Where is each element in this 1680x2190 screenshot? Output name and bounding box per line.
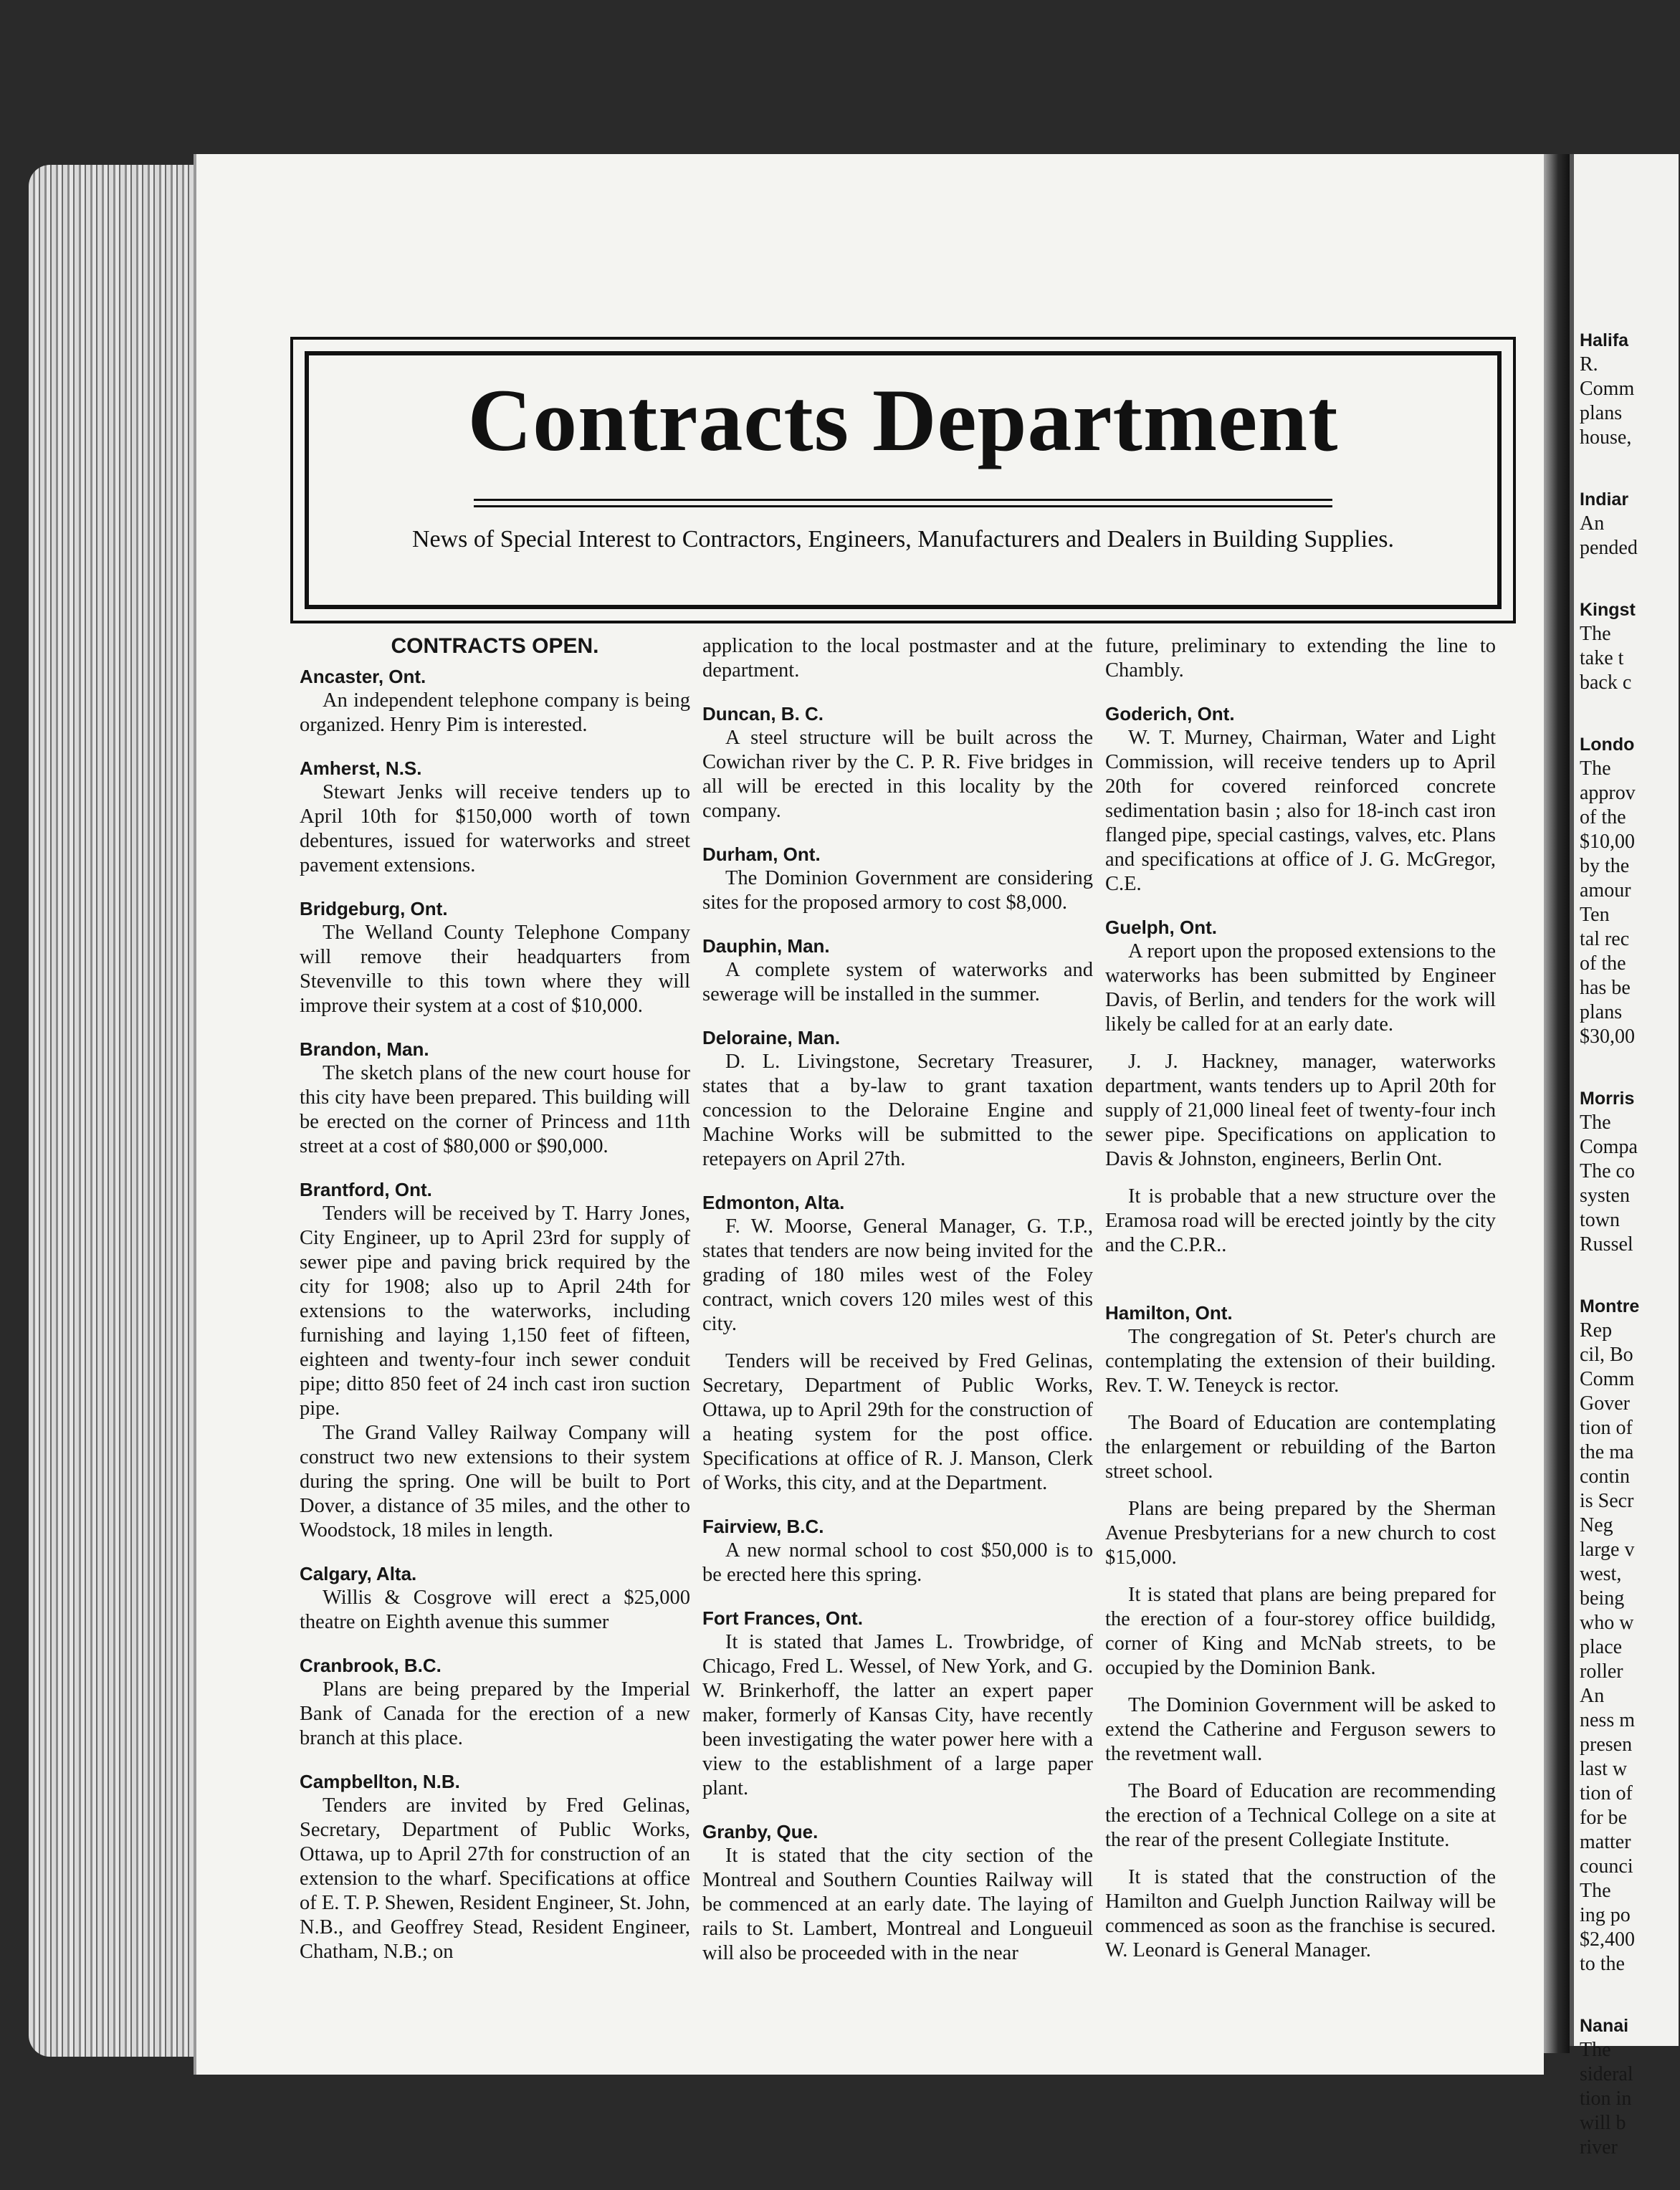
item-text: The congregation of St. Peter's church are contemplating the extension of their building. Rev. T. W. Teneyck is rector. [1105,1326,1496,1397]
text-line: pended [1580,537,1638,559]
page-subtitle: News of Special Interest to Contractors, Engineers, Manufacturers and Dealers in Building Supplies. [411,526,1395,553]
item-text: It is probable that a new structure over the Eramosa road will be erected jointly by the city and the C.P.R.. [1105,1185,1496,1256]
right-page [1570,154,1679,2158]
text-line: will b [1580,2112,1626,2134]
text-line: is Secr [1580,1490,1634,1512]
text-line: take t [1580,647,1624,669]
text-line: who w [1580,1612,1634,1634]
place-heading: Nanai [1580,2016,1629,2036]
text-line: large v [1580,1539,1635,1561]
text-line: matter [1580,1831,1631,1853]
column-1 [300,634,690,1964]
place-heading: Hamilton, Ont. [1105,1302,1233,1324]
text-line: last w [1580,1758,1628,1780]
text-line: town [1580,1209,1620,1231]
item-text: Tenders are invited by Fred Gelinas, Secretary, Department of Public Works, Ottawa, up to April 27th for construction of an extension to the wharf. Specifications at office of E. T. P. Shewen, Resident Engineer, St. John, N.B., and Geoffrey Stead, Resident Engineer, Chatham, N.B.; on [300,1794,690,1963]
text-line [1580,1976,1680,2001]
place-heading: Halifa [1580,330,1629,350]
text-line: tion in [1580,2088,1632,2110]
page-edges [29,165,201,2057]
item-text: Tenders will be received by Fred Gelinas, Secretary, Department of Public Works, Ottawa, up to April 29th for the construction of a heating system for the post office. Specifications at office of R. J. Manson, Clerk of Works, this city, and at the Department. [702,1350,1093,1494]
text-line [1580,1257,1680,1281]
text-line: cil, Bo [1580,1344,1633,1366]
text-line: The [1580,1880,1611,1902]
column-3 [1105,634,1496,1963]
book-gutter [1541,154,1570,2053]
text-line: to the [1580,1953,1625,1975]
text-line: approv [1580,782,1636,804]
text-line [1580,450,1680,474]
right-page-text [1580,315,1680,2160]
text-line: R. [1580,353,1598,376]
place-heading: Guelph, Ont. [1105,917,1217,938]
place-heading: Dauphin, Man. [702,935,830,957]
item-text: An independent telephone company is being organized. Henry Pim is interested. [300,689,690,736]
text-line: The [1580,2039,1611,2061]
masthead [290,337,1516,623]
place-heading: Durham, Ont. [702,843,821,865]
item-text: J. J. Hackney, manager, waterworks department, wants tenders up to April 20th for supply of 21,000 lineal feet of twenty-four inch sewer pipe. Specifications on application to Davis & Johnston, engineers, Berlin Ont. [1105,1051,1496,1170]
item-text: A report upon the proposed extensions to the waterworks has been submitted by Engineer Davis, of Berlin, and tenders for the work will likely be called for at an early date. [1105,940,1496,1036]
text-line: The co [1580,1160,1635,1182]
place-heading: Montre [1580,1296,1640,1316]
place-heading: Ancaster, Ont. [300,666,426,687]
text-line: amour [1580,879,1631,902]
text-line: roller [1580,1660,1623,1683]
place-heading: Duncan, B. C. [702,703,824,725]
item-text: It is stated that the city section of the Montreal and Southern Counties Railway will be commenced at an early date. The laying of rails to St. Lambert, Montreal and Longueuil will also be proceeded with in the near [702,1845,1093,1964]
text-line [1580,1049,1680,1074]
item-text: It is stated that James L. Trowbridge, of Chicago, Fred L. Wessel, of New York, and G. W. Brinkerhoff, the latter an expert paper maker, formerly of Kansas City, have recently been investigating the water power here with a view to the establishment of a large paper plant. [702,1631,1093,1799]
place-heading: Cranbrook, B.C. [300,1655,442,1676]
text-line: back c [1580,671,1632,694]
text-line: The [1580,757,1611,780]
text-line: The [1580,623,1611,645]
item-text: The Board of Education are contemplating the enlargement or rebuilding of the Barton street school. [1105,1412,1496,1483]
text-line: An [1580,512,1605,535]
place-heading: Granby, Que. [702,1821,818,1842]
text-line: of the [1580,806,1626,828]
place-heading: Fairview, B.C. [702,1516,824,1537]
text-line: for be [1580,1807,1628,1829]
masthead-inner-frame [305,351,1502,609]
column-2 [702,634,1093,1966]
text-line: house, [1580,426,1632,449]
place-heading: Indiar [1580,489,1629,510]
text-line: systen [1580,1185,1630,1207]
place-heading: Deloraine, Man. [702,1027,841,1048]
place-heading: Fort Frances, Ont. [702,1607,863,1629]
text-line: Compa [1580,1136,1638,1158]
item-text: The sketch plans of the new court house for this city have been prepared. This building will be erected on the corner of Princess and 11th street at a cost of $80,000 or $90,000. [300,1062,690,1157]
text-line: The [1580,1111,1611,1134]
place-heading: Morris [1580,1089,1635,1109]
text-line: Neg [1580,1514,1613,1536]
text-line: Rep [1580,1319,1613,1342]
text-line: the ma [1580,1441,1634,1463]
item-text: D. L. Livingstone, Secretary Treasurer, states that a by-law to grant taxation concession to the Deloraine Engine and Machine Works will be submitted to the retepayers on April 27th. [702,1051,1093,1170]
item-text: future, preliminary to extending the line to Chambly. [1105,635,1496,682]
place-heading: Londo [1580,735,1635,755]
text-line: river [1580,2136,1618,2158]
text-line: ness m [1580,1709,1635,1731]
item-text: The Dominion Government will be asked to extend the Catherine and Ferguson sewers to the revetment wall. [1105,1694,1496,1765]
text-line: Comm [1580,378,1635,400]
text-line: has be [1580,977,1631,999]
place-heading: Calgary, Alta. [300,1563,417,1584]
item-text: It is stated that the construction of the Hamilton and Guelph Junction Railway will be commenced as soon as the franchise is secured. W. Leonard is General Manager. [1105,1866,1496,1961]
text-line: of the [1580,952,1626,975]
text-line: tal rec [1580,928,1630,950]
text-line: ing po [1580,1904,1631,1926]
item-text: Willis & Cosgrove will erect a $25,000 theatre on Eighth avenue this summer [300,1587,690,1633]
item-text: application to the local postmaster and at the department. [702,635,1093,682]
text-line [1580,560,1680,585]
item-text: A steel structure will be built across the Cowichan river by the C. P. R. Five bridges in all will be erected in this locality by the company. [702,727,1093,822]
item-text: A complete system of waterworks and sewerage will be installed in the summer. [702,959,1093,1005]
text-line: tion of [1580,1782,1633,1804]
text-line: $30,00 [1580,1025,1635,1048]
text-line: being [1580,1587,1625,1610]
text-line: Ten [1580,904,1610,926]
text-line: tion of [1580,1417,1633,1439]
place-heading: Bridgeburg, Ont. [300,898,448,919]
text-line: Russel [1580,1233,1633,1256]
item-text: W. T. Murney, Chairman, Water and Light Commission, will receive tenders up to April 20th for covered reinforced concrete sedimentation basin ; also for 18-inch cast iron flanged pipe, special castings, valves, etc. Plans and specifications at office of J. G. McGregor, C.E. [1105,727,1496,895]
text-line: plans [1580,402,1623,424]
text-line: place [1580,1636,1623,1658]
item-text: The Board of Education are recommending the erection of a Technical College on a site at the rear of the present Collegiate Institute. [1105,1780,1496,1851]
text-line: counci [1580,1855,1633,1878]
item-text: Plans are being prepared by the Imperial Bank of Canada for the erection of a new branch at this place. [300,1678,690,1749]
text-line: by the [1580,855,1630,877]
place-heading: Brandon, Man. [300,1038,429,1060]
item-text: The Dominion Government are considering sites for the proposed armory to cost $8,000. [702,867,1093,914]
place-heading: Amherst, N.S. [300,757,422,779]
text-line: west, [1580,1563,1622,1585]
text-line: sideral [1580,2063,1633,2085]
text-line: $10,00 [1580,831,1635,853]
item-text: F. W. Moorse, General Manager, G. T.P., states that tenders are now being invited for the grading of 180 miles west of the Foley contract, wnich covers 120 miles west of this city. [702,1215,1093,1335]
text-line: Gover [1580,1392,1630,1415]
text-line [1580,695,1680,719]
item-text: Stewart Jenks will receive tenders up to April 10th for $150,000 worth of town debentures, issued for waterworks and street pavement extensions. [300,781,690,876]
item-text: A new normal school to cost $50,000 is to be erected here this spring. [702,1539,1093,1586]
text-line: Comm [1580,1368,1635,1390]
item-text: Tenders will be received by T. Harry Jones, City Engineer, up to April 23rd for supply of sewer pipe and paving brick required by the city for 1908; also up to April 24th for extensions to the waterworks, including furnishing and laying 1,150 feet of fifteen, eighteen and twenty-four inch sewer conduit pipe; ditto 850 feet of 24 inch cast iron suction pipe. [300,1202,690,1420]
place-heading: Kingst [1580,600,1636,620]
place-heading: Campbellton, N.B. [300,1771,460,1792]
text-line: plans [1580,1001,1623,1023]
item-text: The Welland County Telephone Company will remove their headquarters from Stevenville to this town where they will improve their system at a cost of $10,000. [300,922,690,1017]
item-text: It is stated that plans are being prepared for the erection of a four-storey office buildidg, corner of King and McNab streets, to be occupied by the Dominion Bank. [1105,1584,1496,1679]
place-heading: Edmonton, Alta. [702,1192,845,1213]
text-line: presen [1580,1734,1633,1756]
item-text: Plans are being prepared by the Sherman Avenue Presbyterians for a new church to cost $15,000. [1105,1498,1496,1569]
title-rule [474,499,1332,507]
text-line: $2,400 [1580,1928,1635,1951]
place-heading: Brantford, Ont. [300,1179,432,1200]
page-title: Contracts Department [467,371,1339,469]
place-heading: Goderich, Ont. [1105,703,1235,725]
section-heading: CONTRACTS OPEN. [391,634,599,658]
text-line: contin [1580,1465,1630,1488]
text-line: An [1580,1685,1605,1707]
article-columns [300,634,1504,2039]
item-text: The Grand Valley Railway Company will construct two new extensions to their system during the spring. One will be built to Port Dover, a distance of 35 miles, and the other to Woodstock, 18 miles in length. [300,1422,690,1541]
